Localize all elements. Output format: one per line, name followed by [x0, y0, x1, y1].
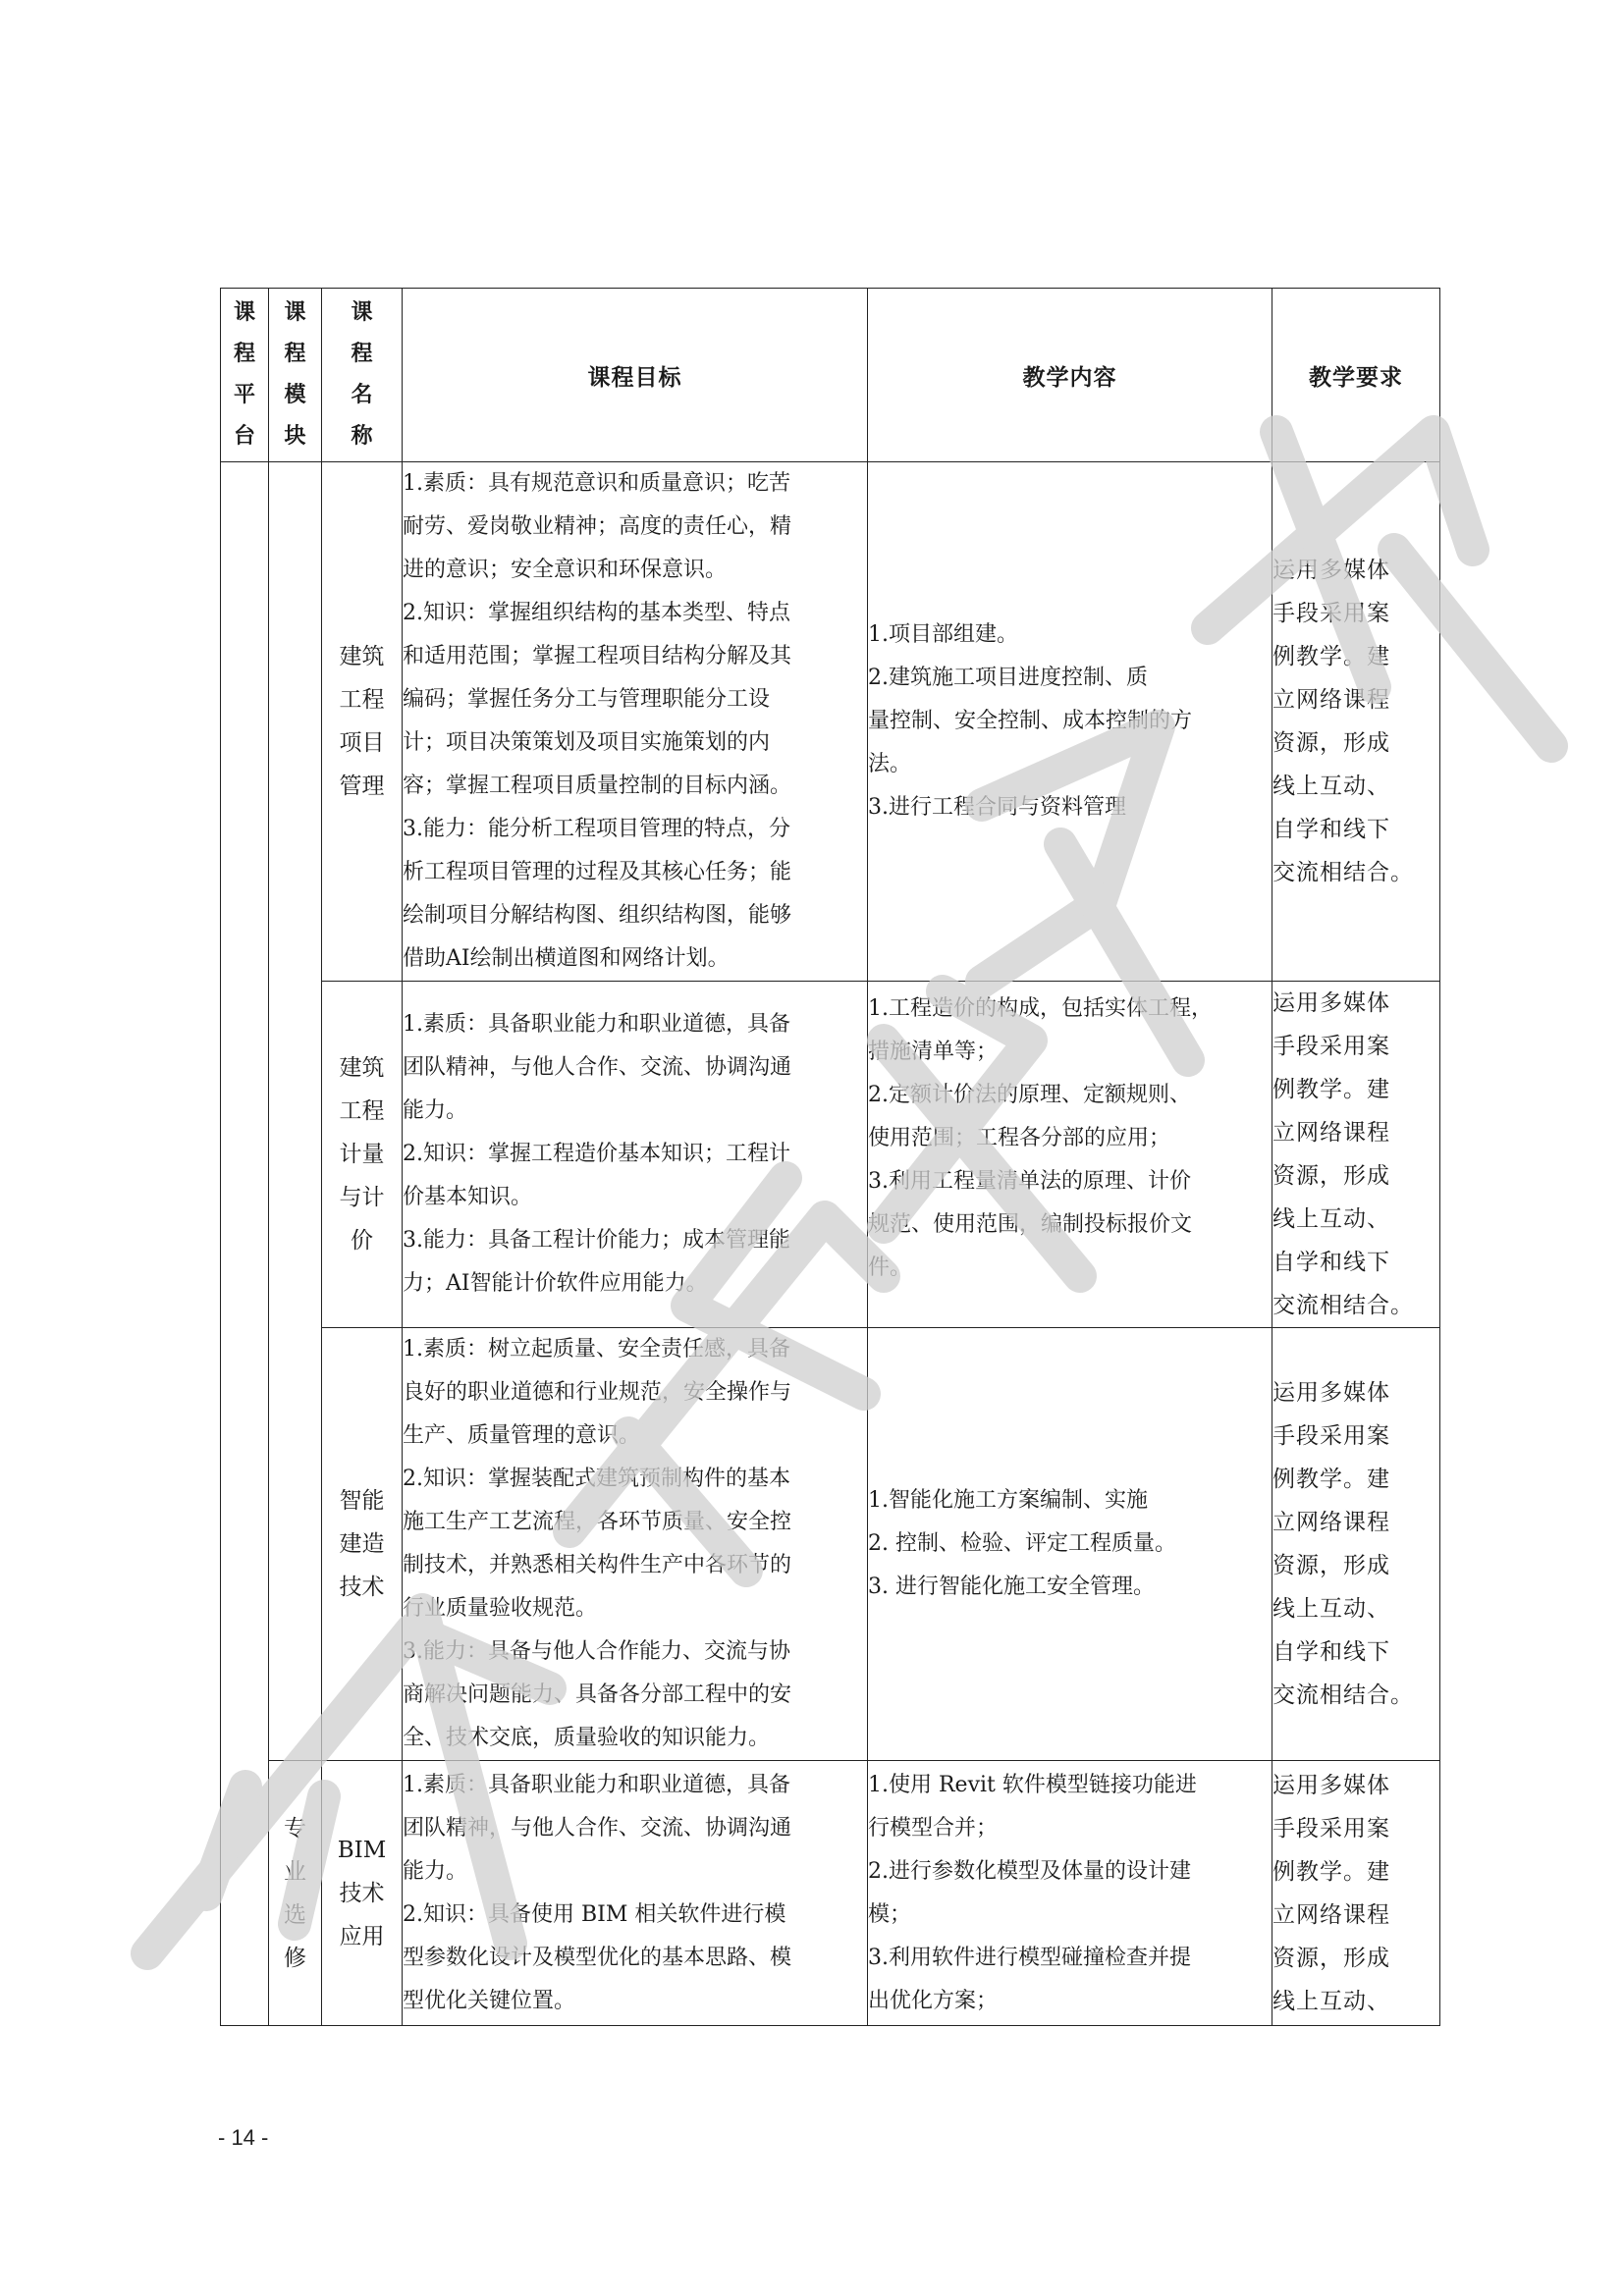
- table-row: [221, 1328, 1440, 1761]
- course-name: 建筑 工程 计量 与计 价: [322, 982, 403, 1328]
- course-goal: 1.素质：具有规范意识和质量意识；吃苦 耐劳、爱岗敬业精神；高度的责任心，精 进的意识；安全意识和环保意识。 2.知识：掌握组织结构的基本类型、特点 和适用范围；掌握工程项目结构分解及其 编码；掌握任务分工与管理职能分工设 计；项目决策策划及项目实施策划的内 容；掌握工程项目质量控制的目标内涵。 3.能力：能分析工程项目管理的特点，分 析工程项目管理的过程及其核心任务；能 绘制项目分解结构图、组织结构图，能够 借助AI绘制出横道图和网络计划。: [403, 462, 868, 982]
- course-goal: 1.素质：具备职业能力和职业道德，具备 团队精神，与他人合作、交流、协调沟通 能力。 2.知识：掌握工程造价基本知识；工程计 价基本知识。 3.能力：具备工程计价能力；成本管理能 力；AI智能计价软件应用能力。: [403, 982, 868, 1328]
- header-module: 课 程 模 块: [269, 289, 322, 462]
- page-number: - 14 -: [218, 2125, 269, 2150]
- header-course-name: 课 程 名 称: [322, 289, 403, 462]
- course-requirement: 运用多媒体 手段采用案 例教学。建 立网络课程 资源，形成 线上互动、 自学和线下 交流相结合。: [1272, 1328, 1440, 1761]
- course-content: 1.智能化施工方案编制、实施 2. 控制、检验、评定工程质量。 3. 进行智能化施工安全管理。: [868, 1328, 1272, 1761]
- course-requirement: 运用多媒体 手段采用案 例教学。建 立网络课程 资源，形成 线上互动、: [1272, 1761, 1440, 2026]
- course-content: 1.工程造价的构成，包括实体工程， 措施清单等； 2.定额计价法的原理、定额规则、 使用范围；工程各分部的应用； 3.利用工程量清单法的原理、计价 规范、使用范围，编制投标报价文 件。: [868, 982, 1272, 1328]
- course-goal: 1.素质：具备职业能力和职业道德，具备 团队精神，与他人合作、交流、协调沟通 能力。 2.知识：具备使用 BIM 相关软件进行模 型参数化设计及模型优化的基本思路、模 型优化关键位置。: [403, 1761, 868, 2026]
- course-requirement: 运用多媒体 手段采用案 例教学。建 立网络课程 资源，形成 线上互动、 自学和线下 交流相结合。: [1272, 982, 1440, 1328]
- header-content: 教学内容: [868, 289, 1272, 462]
- module-cell-empty: [269, 462, 322, 1761]
- table-row: [221, 462, 1440, 982]
- course-content: 1.项目部组建。 2.建筑施工项目进度控制、质 量控制、安全控制、成本控制的方 法。 3.进行工程合同与资料管理: [868, 462, 1272, 982]
- course-goal: 1.素质：树立起质量、安全责任感，具备 良好的职业道德和行业规范，安全操作与 生产、质量管理的意识。 2.知识：掌握装配式建筑预制构件的基本 施工生产工艺流程，各环节质量、安全控 制技术，并熟悉相关构件生产中各环节的 行业质量验收规范。 3.能力：具备与他人合作能力、交流与协 商解决问题能力、具备各分部工程中的安 全、技术交底，质量验收的知识能力。: [403, 1328, 868, 1761]
- header-platform: 课 程 平 台: [221, 289, 269, 462]
- table-row: [221, 982, 1440, 1328]
- header-row: [221, 289, 1440, 462]
- table-row: [221, 1761, 1440, 2026]
- course-name: BIM 技术 应用: [322, 1761, 403, 2026]
- header-goal: 课程目标: [403, 289, 868, 462]
- course-content: 1.使用 Revit 软件模型链接功能进 行模型合并； 2.进行参数化模型及体量的设计建 模； 3.利用软件进行模型碰撞检查并提 出优化方案；: [868, 1761, 1272, 2026]
- module-name: 专 业 选 修: [269, 1761, 322, 2026]
- course-requirement: 运用多媒体 手段采用案 例教学。建 立网络课程 资源，形成 线上互动、 自学和线下 交流相结合。: [1272, 462, 1440, 982]
- course-name: 建筑 工程 项目 管理: [322, 462, 403, 982]
- course-table: [220, 288, 1440, 2026]
- header-requirement: 教学要求: [1272, 289, 1440, 462]
- course-name: 智能 建造 技术: [322, 1328, 403, 1761]
- platform-cell: [221, 462, 269, 2026]
